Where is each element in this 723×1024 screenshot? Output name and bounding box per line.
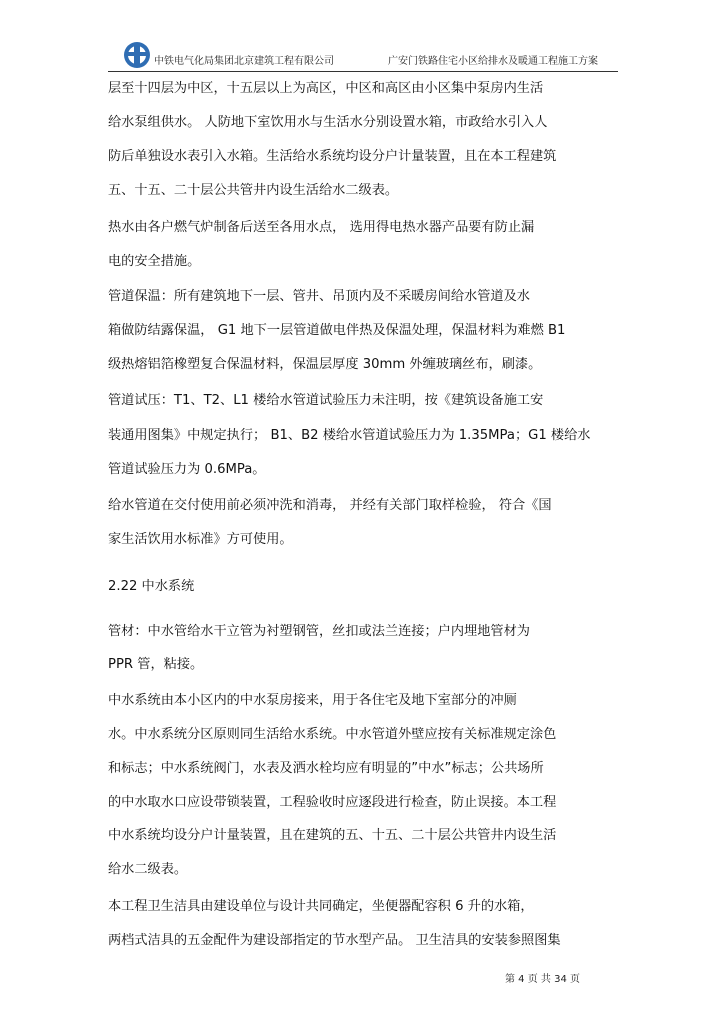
text-line: 管道试压：T1、T2、L1 楼给水管道试验压力未注明，按《建筑设备施工安	[108, 393, 544, 408]
text-line: 和标志；中水系统阀门，水表及洒水栓均应有明显的”中水”标志；公共场所	[108, 761, 544, 776]
text-line: 中水系统由本小区内的中水泵房接来，用于各住宅及地下室部分的冲厕	[108, 693, 517, 708]
text-line: 管道试验压力为 0.6MPa。	[108, 462, 266, 477]
text-line: 箱做防结露保温， G1 地下一层管道做电伴热及保温处理，保温材料为难燃 B1	[108, 323, 566, 338]
text-line: 本工程卫生洁具由建设单位与设计共同确定，坐便器配容积 6 升的水箱，	[108, 899, 534, 914]
text-line: 中水系统均设分户计量装置，且在建筑的五、十五、二十层公共管井内设生活	[108, 828, 557, 843]
text-line: 级热熔铝箔橡塑复合保温材料，保温层厚度 30mm 外缠玻璃丝布，刷漆。	[108, 357, 542, 372]
text-line: 装通用图集》中规定执行； B1、B2 楼给水管道试验压力为 1.35MPa；G1 楼给水	[108, 428, 591, 443]
text-line: 水。中水系统分区原则同生活给水系统。中水管道外壁应按有关标准规定涂色	[108, 727, 557, 742]
text-line: 热水由各户燃气炉制备后送至各用水点， 选用得电热水器产品要有防止漏	[108, 220, 535, 235]
text-line: 电的安全措施。	[108, 254, 201, 269]
company-logo-icon	[122, 40, 152, 70]
text-line: PPR 管，粘接。	[108, 657, 204, 672]
text-line: 管材：中水管给水干立管为衬塑钢管，丝扣或法兰连接；户内埋地管材为	[108, 624, 530, 639]
header-divider	[108, 71, 618, 72]
text-line: 两档式洁具的五金配件为建设部指定的节水型产品。 卫生洁具的安装参照图集	[108, 933, 561, 948]
text-line: 管道保温：所有建筑地下一层、管井、吊顶内及不采暖房间给水管道及水	[108, 289, 530, 304]
text-line: 防后单独设水表引入水箱。生活给水系统均设分户计量装置，且在本工程建筑	[108, 149, 557, 164]
page-header	[108, 40, 618, 70]
page-number: 第 4 页 共 34 页	[505, 974, 580, 985]
company-name: 中铁电气化局集团北京建筑工程有限公司	[154, 56, 334, 67]
text-line: 给水二级表。	[108, 862, 188, 877]
text-line: 五、十五、二十层公共管井内设生活给水二级表。	[108, 183, 399, 198]
text-line: 层至十四层为中区，十五层以上为高区，中区和高区由小区集中泵房内生活	[108, 81, 544, 96]
project-title: 广安门铁路住宅小区给排水及暖通工程施工方案	[388, 56, 598, 67]
text-line: 给水管道在交付使用前必须冲洗和消毒， 并经有关部门取样检验， 符合《国	[108, 498, 552, 513]
text-line: 家生活饮用水标准》方可使用。	[108, 532, 293, 547]
section-heading: 2.22 中水系统	[108, 579, 195, 594]
text-line: 给水泵组供水。 人防地下室饮用水与生活水分别设置水箱，市政给水引入人	[108, 115, 548, 130]
text-line: 的中水取水口应设带锁装置，工程验收时应逐段进行检查，防止误接。本工程	[108, 795, 557, 810]
